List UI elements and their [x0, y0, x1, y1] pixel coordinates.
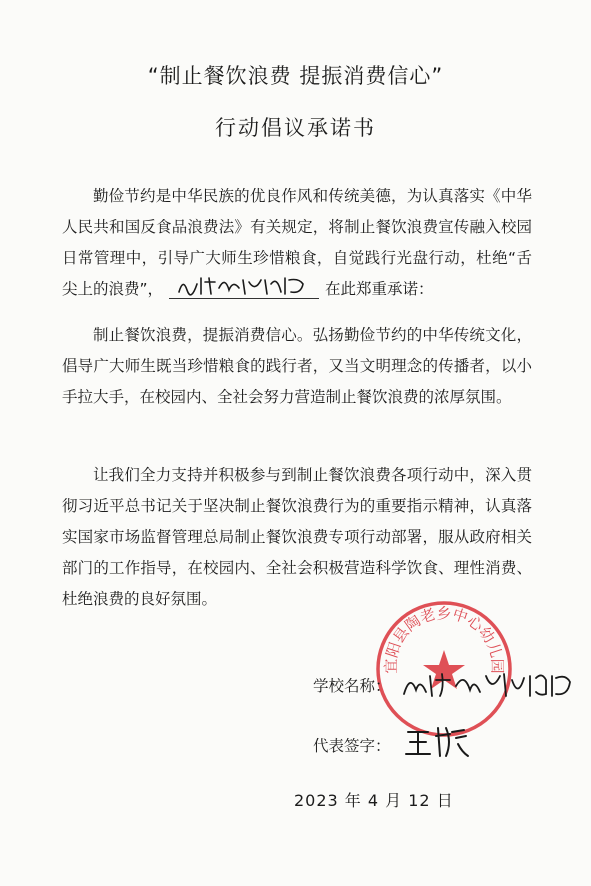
document-date: 2023 年 4 月 12 日 — [294, 791, 454, 810]
seal-text: 宜阳县陶老乡中心幼儿园 — [381, 604, 507, 674]
inline-school-signature — [169, 274, 319, 299]
representative-label: 代表签字： — [313, 737, 391, 755]
paragraph-1-text: 勤俭节约是中华民族的优良作风和传统美德，为认真落实《中华人民共和国反食品浪费法》有关规定，将制止餐饮浪费宣传融入校园日常管理中，引导广大师生珍惜粮食，自觉践行光盘行动，杜绝“舌尖上的浪费”， — [62, 187, 532, 298]
paragraph-1 — [62, 181, 532, 305]
school-signature-icon — [400, 668, 580, 702]
title-line-2: 行动倡议承诺书 — [215, 116, 376, 140]
handwritten-school-name-icon — [175, 274, 315, 298]
representative-signature-icon — [402, 722, 472, 762]
paragraph-2: 制止餐饮浪费，提振消费信心。弘扬勤俭节约的中华传统文化，倡导广大师生既当珍惜粮食的践行者，又当文明理念的传播者，以小手拉大手，在校园内、全社会努力营造制止餐饮浪费的浓厚氛围。 — [62, 326, 532, 406]
title-line-1: “制止餐饮浪费 提振消费信心” — [147, 64, 444, 88]
school-name-label: 学校名称： — [313, 677, 391, 695]
paragraph-1-after: 在此郑重承诺： — [325, 280, 434, 298]
paragraph-3: 让我们全力支持并积极参与到制止餐饮浪费各项行动中，深入贯彻习近平总书记关于坚决制止餐饮浪费行为的重要指示精神，认真落实国家市场监督管理总局制止餐饮浪费专项行动部署，服从政府相关部门的工作指导，在校园内、全社会积极营造科学饮食、理性消费、杜绝浪费的良好氛围。 — [62, 466, 532, 608]
